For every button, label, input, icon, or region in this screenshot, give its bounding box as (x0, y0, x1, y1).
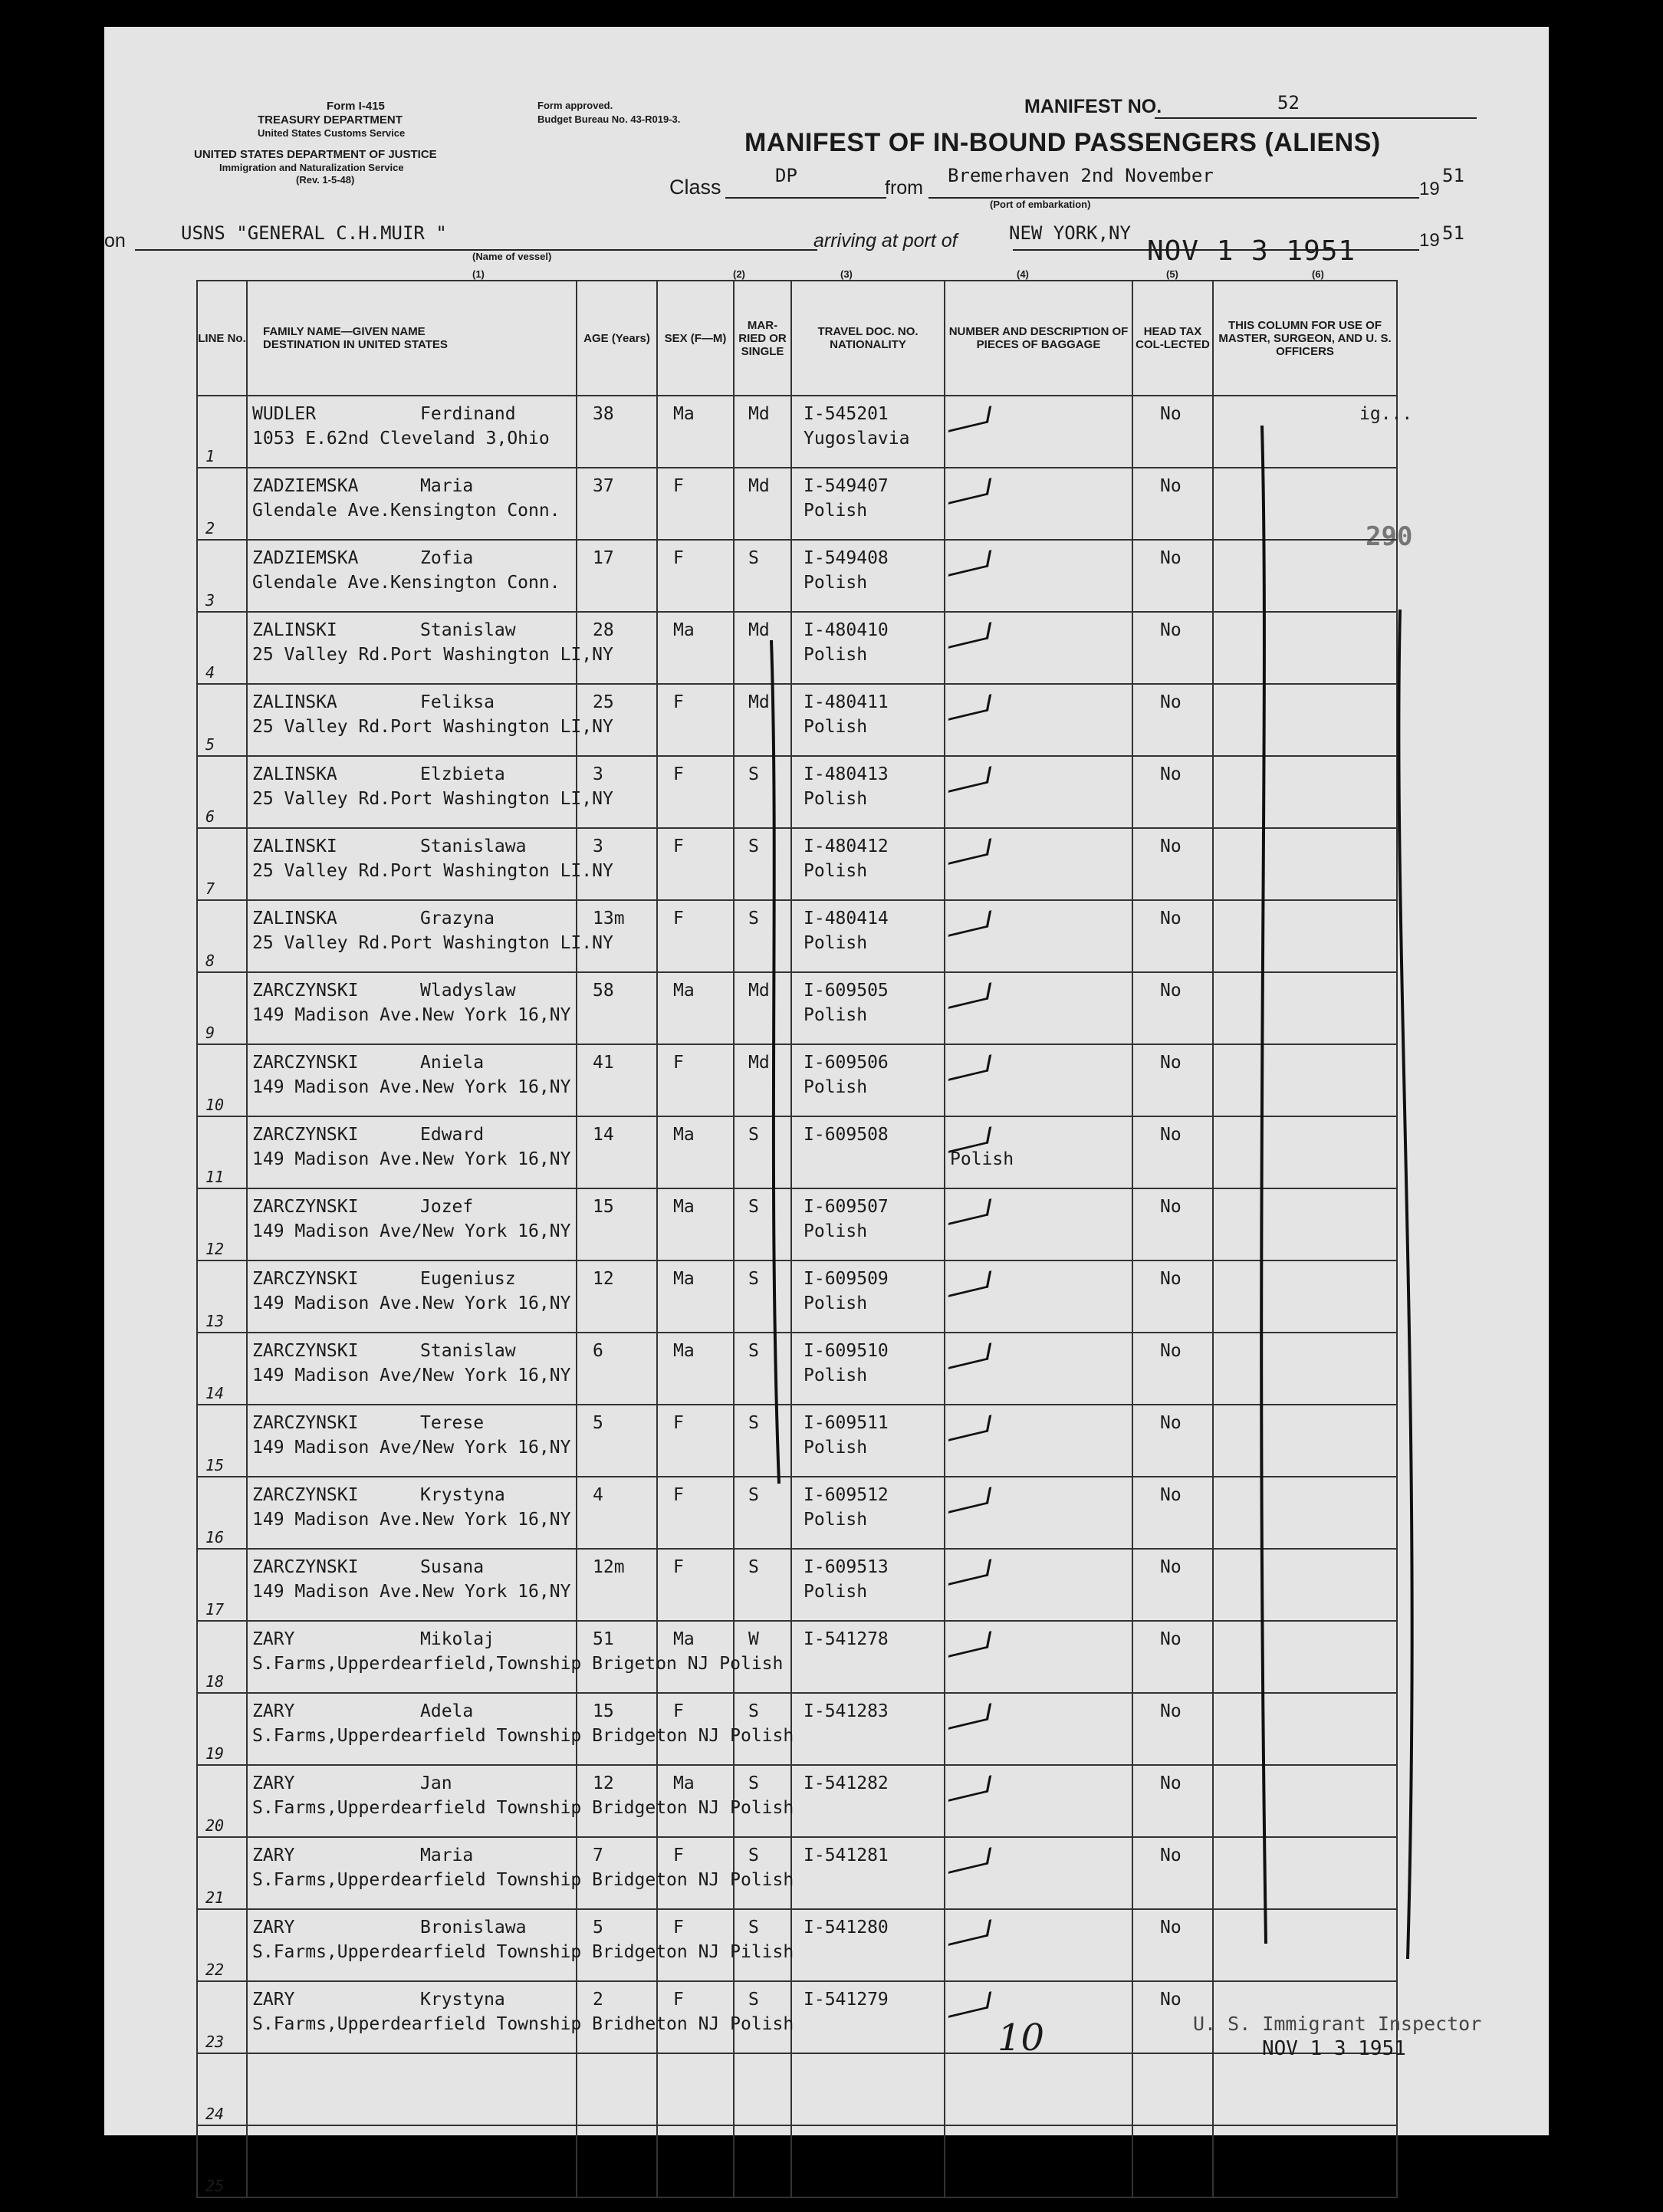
given-name: Feliksa (420, 692, 495, 712)
age: 41 (593, 1053, 614, 1073)
line-number: 12 (205, 1240, 225, 1258)
travel-doc-no: I-541283 (804, 1701, 889, 1721)
destination: 25 Valley Rd.Port Washington LI.NY (252, 861, 613, 881)
head-tax: No (1160, 1701, 1182, 1721)
age: 6 (593, 1341, 603, 1361)
family-name: ZARCZYNSKI (252, 1197, 359, 1217)
given-name: Edward (420, 1125, 485, 1145)
marital-status: S (748, 1413, 759, 1433)
head-tax: No (1160, 1557, 1182, 1577)
age: 58 (593, 981, 614, 1001)
nationality: Polish (804, 573, 868, 593)
line-number: 19 (205, 1744, 225, 1763)
given-name: Maria (420, 476, 474, 496)
family-name: ZARY (252, 1846, 295, 1865)
line-number: 4 (205, 663, 215, 682)
travel-doc-no: I-609509 (804, 1269, 889, 1289)
marital-status: S (748, 764, 759, 784)
line-number: 17 (205, 1600, 225, 1619)
manifest-page (104, 27, 1549, 2195)
line-number: 5 (205, 735, 215, 754)
manifest-title: MANIFEST OF IN-BOUND PASSENGERS (ALIENS) (744, 128, 1381, 157)
travel-doc-no: I-541281 (804, 1846, 889, 1865)
head-tax: No (1160, 548, 1182, 568)
from-label: from (885, 177, 923, 199)
marital-status: S (748, 1990, 759, 2010)
officer-note: ig... (1359, 404, 1413, 424)
nationality: Yugoslavia (804, 429, 910, 449)
line-number: 9 (205, 1024, 215, 1042)
destination: 149 Madison Ave.New York 16,NY (252, 1582, 571, 1602)
destination: S.Farms,Upperdearfield Township Bridheton NJ Polish (252, 2014, 794, 2034)
marital-status: S (748, 1485, 759, 1505)
head-tax: No (1160, 1629, 1182, 1649)
col-number-2: (2) (733, 268, 745, 280)
destination: 1053 E.62nd Cleveland 3,Ohio (252, 429, 550, 449)
marital-cell (734, 2125, 791, 2197)
header-line: LINE No. (197, 281, 247, 396)
destination: 149 Madison Ave.New York 16,NY (252, 1077, 571, 1097)
destination: 25 Valley Rd.Port Washington LI,NY (252, 645, 613, 665)
from-value: Bremerhaven 2nd November (948, 165, 1214, 186)
travel-doc-no: I-609507 (804, 1197, 889, 1217)
marital-status: S (748, 548, 759, 568)
line-number: 23 (205, 2033, 225, 2051)
header-name: FAMILY NAME—GIVEN NAME DESTINATION IN UNITED STATES (247, 281, 577, 396)
given-name: Krystyna (420, 1990, 505, 2010)
marital-status: Md (748, 620, 770, 640)
line-number: 10 (205, 1096, 225, 1114)
sex: F (673, 1701, 684, 1721)
destination: 149 Madison Ave.New York 16,NY (252, 1149, 571, 1169)
head-tax: No (1160, 909, 1182, 929)
marital-status: S (748, 1557, 759, 1577)
travel-doc-no: I-541282 (804, 1773, 889, 1793)
given-name: Terese (420, 1413, 485, 1433)
line-number-cell (197, 2125, 247, 2197)
marital-status: Md (748, 404, 770, 424)
head-tax: No (1160, 1773, 1182, 1793)
travel-doc-no: I-609510 (804, 1341, 889, 1361)
line-number: 20 (205, 1816, 225, 1835)
family-name: ZARY (252, 1701, 295, 1721)
travel-doc-no: I-609511 (804, 1413, 889, 1433)
travel-doc-no: I-545201 (804, 404, 889, 424)
given-name: Jozef (420, 1197, 474, 1217)
head-tax: No (1160, 836, 1182, 856)
destination: S.Farms,Upperdearfield Township Bridgeton NJ Polish (252, 1870, 794, 1890)
destination: 149 Madison Ave.New York 16,NY (252, 1005, 571, 1025)
port-embarkation-note: (Port of embarkation) (990, 199, 1091, 210)
head-tax: No (1160, 1990, 1182, 2010)
travel-doc-no: I-541279 (804, 1990, 889, 2010)
given-name: Stanislaw (420, 1341, 516, 1361)
header-married: MAR-RIED OR SINGLE (734, 281, 791, 396)
sex: Ma (673, 1629, 695, 1649)
travel-doc-no: I-480410 (804, 620, 889, 640)
line-number: 21 (205, 1888, 225, 1907)
form-approved: Form approved. (537, 100, 613, 111)
head-tax: No (1160, 1053, 1182, 1073)
age: 13m (593, 909, 625, 929)
line-number: 18 (205, 1672, 225, 1691)
family-name: ZALINSKA (252, 692, 337, 712)
marital-status: S (748, 836, 759, 856)
head-tax: No (1160, 764, 1182, 784)
sex: F (673, 836, 684, 856)
age: 15 (593, 1197, 614, 1217)
head-tax: No (1160, 1918, 1182, 1938)
col-number-4: (4) (1017, 268, 1029, 280)
destination: Glendale Ave.Kensington Conn. (252, 501, 560, 521)
arrival-port: NEW YORK,NY (1009, 222, 1131, 244)
given-name: Stanislaw (420, 620, 516, 640)
header-head-tax: HEAD TAX COL-LECTED (1132, 281, 1213, 396)
sex: F (673, 1846, 684, 1865)
nationality: Polish (804, 1077, 868, 1097)
age: 5 (593, 1413, 603, 1433)
age: 7 (593, 1846, 603, 1865)
baggage-cell (945, 2125, 1132, 2197)
head-tax: No (1160, 1197, 1182, 1217)
nationality: Polish (804, 1221, 868, 1241)
line-number: 14 (205, 1384, 225, 1402)
marital-status: S (748, 1701, 759, 1721)
sex: Ma (673, 1197, 695, 1217)
family-name: ZARY (252, 1990, 295, 2010)
family-name: ZARY (252, 1629, 295, 1649)
nationality: Polish (804, 1582, 868, 1602)
sex: F (673, 1053, 684, 1073)
travel-doc-no: I-549407 (804, 476, 889, 496)
sex: F (673, 1485, 684, 1505)
sex: Ma (673, 981, 695, 1001)
nationality: Polish (804, 1366, 868, 1385)
head-tax: No (1160, 1413, 1182, 1433)
head-tax: No (1160, 1485, 1182, 1505)
age: 17 (593, 548, 614, 568)
travel-doc-no: I-609512 (804, 1485, 889, 1505)
given-name: Ferdinand (420, 404, 516, 424)
age: 3 (593, 764, 603, 784)
given-name: Jan (420, 1773, 452, 1793)
marital-status: Md (748, 476, 770, 496)
travel-doc-no: I-541278 (804, 1629, 889, 1649)
head-tax: No (1160, 1269, 1182, 1289)
sex: Ma (673, 620, 695, 640)
manifest-no-value: 52 (1277, 92, 1300, 113)
head-tax: No (1160, 404, 1182, 424)
family-name: ZADZIEMSKA (252, 548, 359, 568)
sex: Ma (673, 404, 695, 424)
vessel-name: USNS "GENERAL C.H.MUIR " (181, 222, 447, 244)
age: 37 (593, 476, 614, 496)
age: 5 (593, 1918, 603, 1938)
head-tax-cell (1132, 2125, 1213, 2197)
sex: F (673, 548, 684, 568)
marital-status: S (748, 909, 759, 929)
officer-note-cell (1213, 2125, 1397, 2197)
head-tax: No (1160, 1341, 1182, 1361)
side-number: 290 (1366, 521, 1413, 552)
travel-doc-no: I-541280 (804, 1918, 889, 1938)
travel-doc-no: I-480413 (804, 764, 889, 784)
sex-cell (657, 2125, 734, 2197)
line-number: 24 (205, 2105, 225, 2123)
col-number-5: (5) (1166, 268, 1178, 280)
line-number: 22 (205, 1961, 225, 1979)
given-name: Zofia (420, 548, 474, 568)
marital-status: S (748, 1197, 759, 1217)
given-name: Aniela (420, 1053, 485, 1073)
age: 28 (593, 620, 614, 640)
head-tax: No (1160, 476, 1182, 496)
given-name: Bronislawa (420, 1918, 527, 1938)
sex: Ma (673, 1125, 695, 1145)
given-name: Elzbieta (420, 764, 505, 784)
given-name: Maria (420, 1846, 474, 1865)
line-number: 13 (205, 1312, 225, 1330)
head-tax: No (1160, 692, 1182, 712)
family-name: ZARCZYNSKI (252, 1269, 359, 1289)
arriving-label: arriving at port of (813, 230, 958, 251)
sex: Ma (673, 1341, 695, 1361)
ins-service: Immigration and Naturalization Service (219, 162, 404, 173)
header-sex: SEX (F—M) (657, 281, 734, 396)
nationality: Polish (804, 1293, 868, 1313)
line-number: 16 (205, 1528, 225, 1546)
arrival-year-prefix: 19 (1419, 230, 1440, 251)
travel-doc-no: I-609505 (804, 981, 889, 1001)
col-number-3: (3) (840, 268, 853, 280)
destination: Glendale Ave.Kensington Conn. (252, 573, 560, 593)
customs-service: United States Customs Service (258, 127, 406, 139)
sex: F (673, 476, 684, 496)
sex: F (673, 1918, 684, 1938)
destination: 149 Madison Ave.New York 16,NY (252, 1510, 571, 1530)
given-name: Grazyna (420, 909, 495, 929)
age: 4 (593, 1485, 603, 1505)
family-name: ZARCZYNSKI (252, 1413, 359, 1433)
inspector-date: NOV 1 3 1951 (1262, 2037, 1406, 2060)
destination: S.Farms,Upperdearfield,Township Brigeton NJ Polish (252, 1654, 784, 1674)
age: 3 (593, 836, 603, 856)
head-tax: No (1160, 620, 1182, 640)
sex: F (673, 909, 684, 929)
destination: 149 Madison Ave.New York 16,NY (252, 1293, 571, 1313)
treasury-dept: TREASURY DEPARTMENT (258, 113, 403, 127)
line-number: 25 (205, 2177, 225, 2195)
arrival-date-stamp: NOV 1 3 1951 (1147, 235, 1356, 267)
given-name: Susana (420, 1557, 485, 1577)
family-name: ZADZIEMSKA (252, 476, 359, 496)
family-name: ZARCZYNSKI (252, 1341, 359, 1361)
given-name: Wladyslaw (420, 981, 516, 1001)
destination: 25 Valley Rd.Port Washington LI,NY (252, 717, 613, 737)
family-name: ZALINSKA (252, 909, 337, 929)
travel-doc-no: I-480412 (804, 836, 889, 856)
nationality: Polish (804, 789, 868, 809)
header-age: AGE (Years) (577, 281, 657, 396)
nationality: Polish (804, 645, 868, 665)
travel-doc-cell (791, 2125, 945, 2197)
sex: F (673, 1557, 684, 1577)
line-number: 8 (205, 952, 215, 970)
table-row (197, 2125, 1397, 2197)
age: 51 (593, 1629, 614, 1649)
sex: F (673, 1413, 684, 1433)
age: 38 (593, 404, 614, 424)
head-tax: No (1160, 1125, 1182, 1145)
marital-status: W (748, 1629, 759, 1649)
form-number: Form I-415 (327, 100, 385, 113)
marital-status: S (748, 1846, 759, 1865)
age: 25 (593, 692, 614, 712)
family-name: WUDLER (252, 404, 317, 424)
from-year: 51 (1442, 165, 1464, 186)
family-name: ZARCZYNSKI (252, 1485, 359, 1505)
marital-status: S (748, 1341, 759, 1361)
line-number: 11 (205, 1168, 225, 1186)
travel-doc-no: I-480414 (804, 909, 889, 929)
destination: S.Farms,Upperdearfield Township Bridgeton NJ Polish (252, 1726, 794, 1746)
given-name: Mikolaj (420, 1629, 495, 1649)
marital-status: S (748, 1773, 759, 1793)
from-year-prefix: 19 (1419, 179, 1440, 199)
col-number-1: (1) (472, 268, 485, 280)
header-baggage: NUMBER AND DESCRIPTION OF PIECES OF BAGGAGE (945, 281, 1132, 396)
destination: 149 Madison Ave/New York 16,NY (252, 1366, 571, 1385)
family-name: ZALINSKI (252, 620, 337, 640)
family-name: ZALINSKI (252, 836, 337, 856)
travel-doc-no: I-609506 (804, 1053, 889, 1073)
line-number: 3 (205, 591, 215, 610)
given-name: Krystyna (420, 1485, 505, 1505)
destination: 25 Valley Rd.Port Washington LI.NY (252, 933, 613, 953)
given-name: Stanislawa (420, 836, 527, 856)
sex: F (673, 764, 684, 784)
family-name: ZARCZYNSKI (252, 981, 359, 1001)
class-label: Class (669, 176, 721, 199)
justice-dept: UNITED STATES DEPARTMENT OF JUSTICE (194, 148, 437, 161)
form-revision: (Rev. 1-5-48) (296, 174, 355, 186)
destination: 149 Madison Ave/New York 16,NY (252, 1438, 571, 1458)
arrival-year: 51 (1442, 222, 1464, 244)
nationality: Polish (804, 861, 868, 881)
travel-doc-no: I-609508 (804, 1125, 889, 1145)
col-number-6: (6) (1312, 268, 1324, 280)
nationality: Polish (804, 1005, 868, 1025)
family-name: ZARY (252, 1918, 295, 1938)
age: 15 (593, 1701, 614, 1721)
on-label: on (104, 230, 126, 251)
age-cell (577, 2125, 657, 2197)
line-number: 2 (205, 519, 215, 537)
line-number: 1 (205, 447, 215, 465)
marital-status: S (748, 1918, 759, 1938)
header-travel-doc: TRAVEL DOC. NO. NATIONALITY (791, 281, 945, 396)
sex: Ma (673, 1269, 695, 1289)
travel-doc-no: I-549408 (804, 548, 889, 568)
class-value: DP (775, 165, 797, 186)
sex: F (673, 692, 684, 712)
nationality: Polish (804, 717, 868, 737)
family-name: ZARY (252, 1773, 295, 1793)
line-number: 7 (205, 879, 215, 898)
destination: S.Farms,Upperdearfield Township Bridgeton NJ Polish (252, 1798, 794, 1818)
marital-status: Md (748, 981, 770, 1001)
inspection-marks (104, 27, 1549, 2135)
family-name: ZALINSKA (252, 764, 337, 784)
vessel-note: (Name of vessel) (472, 251, 552, 262)
header-officers: THIS COLUMN FOR USE OF MASTER, SURGEON, AND U. S. OFFICERS (1213, 281, 1397, 396)
family-name: ZARCZYNSKI (252, 1053, 359, 1073)
age: 12 (593, 1269, 614, 1289)
given-name: Eugeniusz (420, 1269, 516, 1289)
age: 12m (593, 1557, 625, 1577)
destination: 149 Madison Ave/New York 16,NY (252, 1221, 571, 1241)
handwritten-count: 10 (997, 2016, 1045, 2059)
marital-status: Md (748, 1053, 770, 1073)
nationality: Polish (804, 1510, 868, 1530)
destination: 25 Valley Rd.Port Washington LI,NY (252, 789, 613, 809)
budget-bureau: Budget Bureau No. 43-R019-3. (537, 113, 681, 125)
age: 12 (593, 1773, 614, 1793)
marital-status: S (748, 1125, 759, 1145)
sex: F (673, 1990, 684, 2010)
travel-doc-no: I-480411 (804, 692, 889, 712)
marital-status: Md (748, 692, 770, 712)
given-name: Adela (420, 1701, 474, 1721)
inspector-label: U. S. Immigrant Inspector (1193, 2013, 1482, 2035)
nationality: Polish (804, 933, 868, 953)
name-cell (247, 2125, 577, 2197)
sex: Ma (673, 1773, 695, 1793)
manifest-no-label: MANIFEST NO. (1024, 96, 1162, 117)
head-tax: No (1160, 1846, 1182, 1865)
line-number: 15 (205, 1456, 225, 1474)
age: 14 (593, 1125, 614, 1145)
marital-status: S (748, 1269, 759, 1289)
head-tax: No (1160, 981, 1182, 1001)
baggage-text: Polish (950, 1149, 1014, 1169)
family-name: ZARCZYNSKI (252, 1125, 359, 1145)
travel-doc-no: I-609513 (804, 1557, 889, 1577)
destination: S.Farms,Upperdearfield Township Bridgeton NJ Pilish (252, 1942, 794, 1962)
line-number: 6 (205, 807, 215, 826)
family-name: ZARCZYNSKI (252, 1557, 359, 1577)
nationality: Polish (804, 1438, 868, 1458)
nationality: Polish (804, 501, 868, 521)
age: 2 (593, 1990, 603, 2010)
